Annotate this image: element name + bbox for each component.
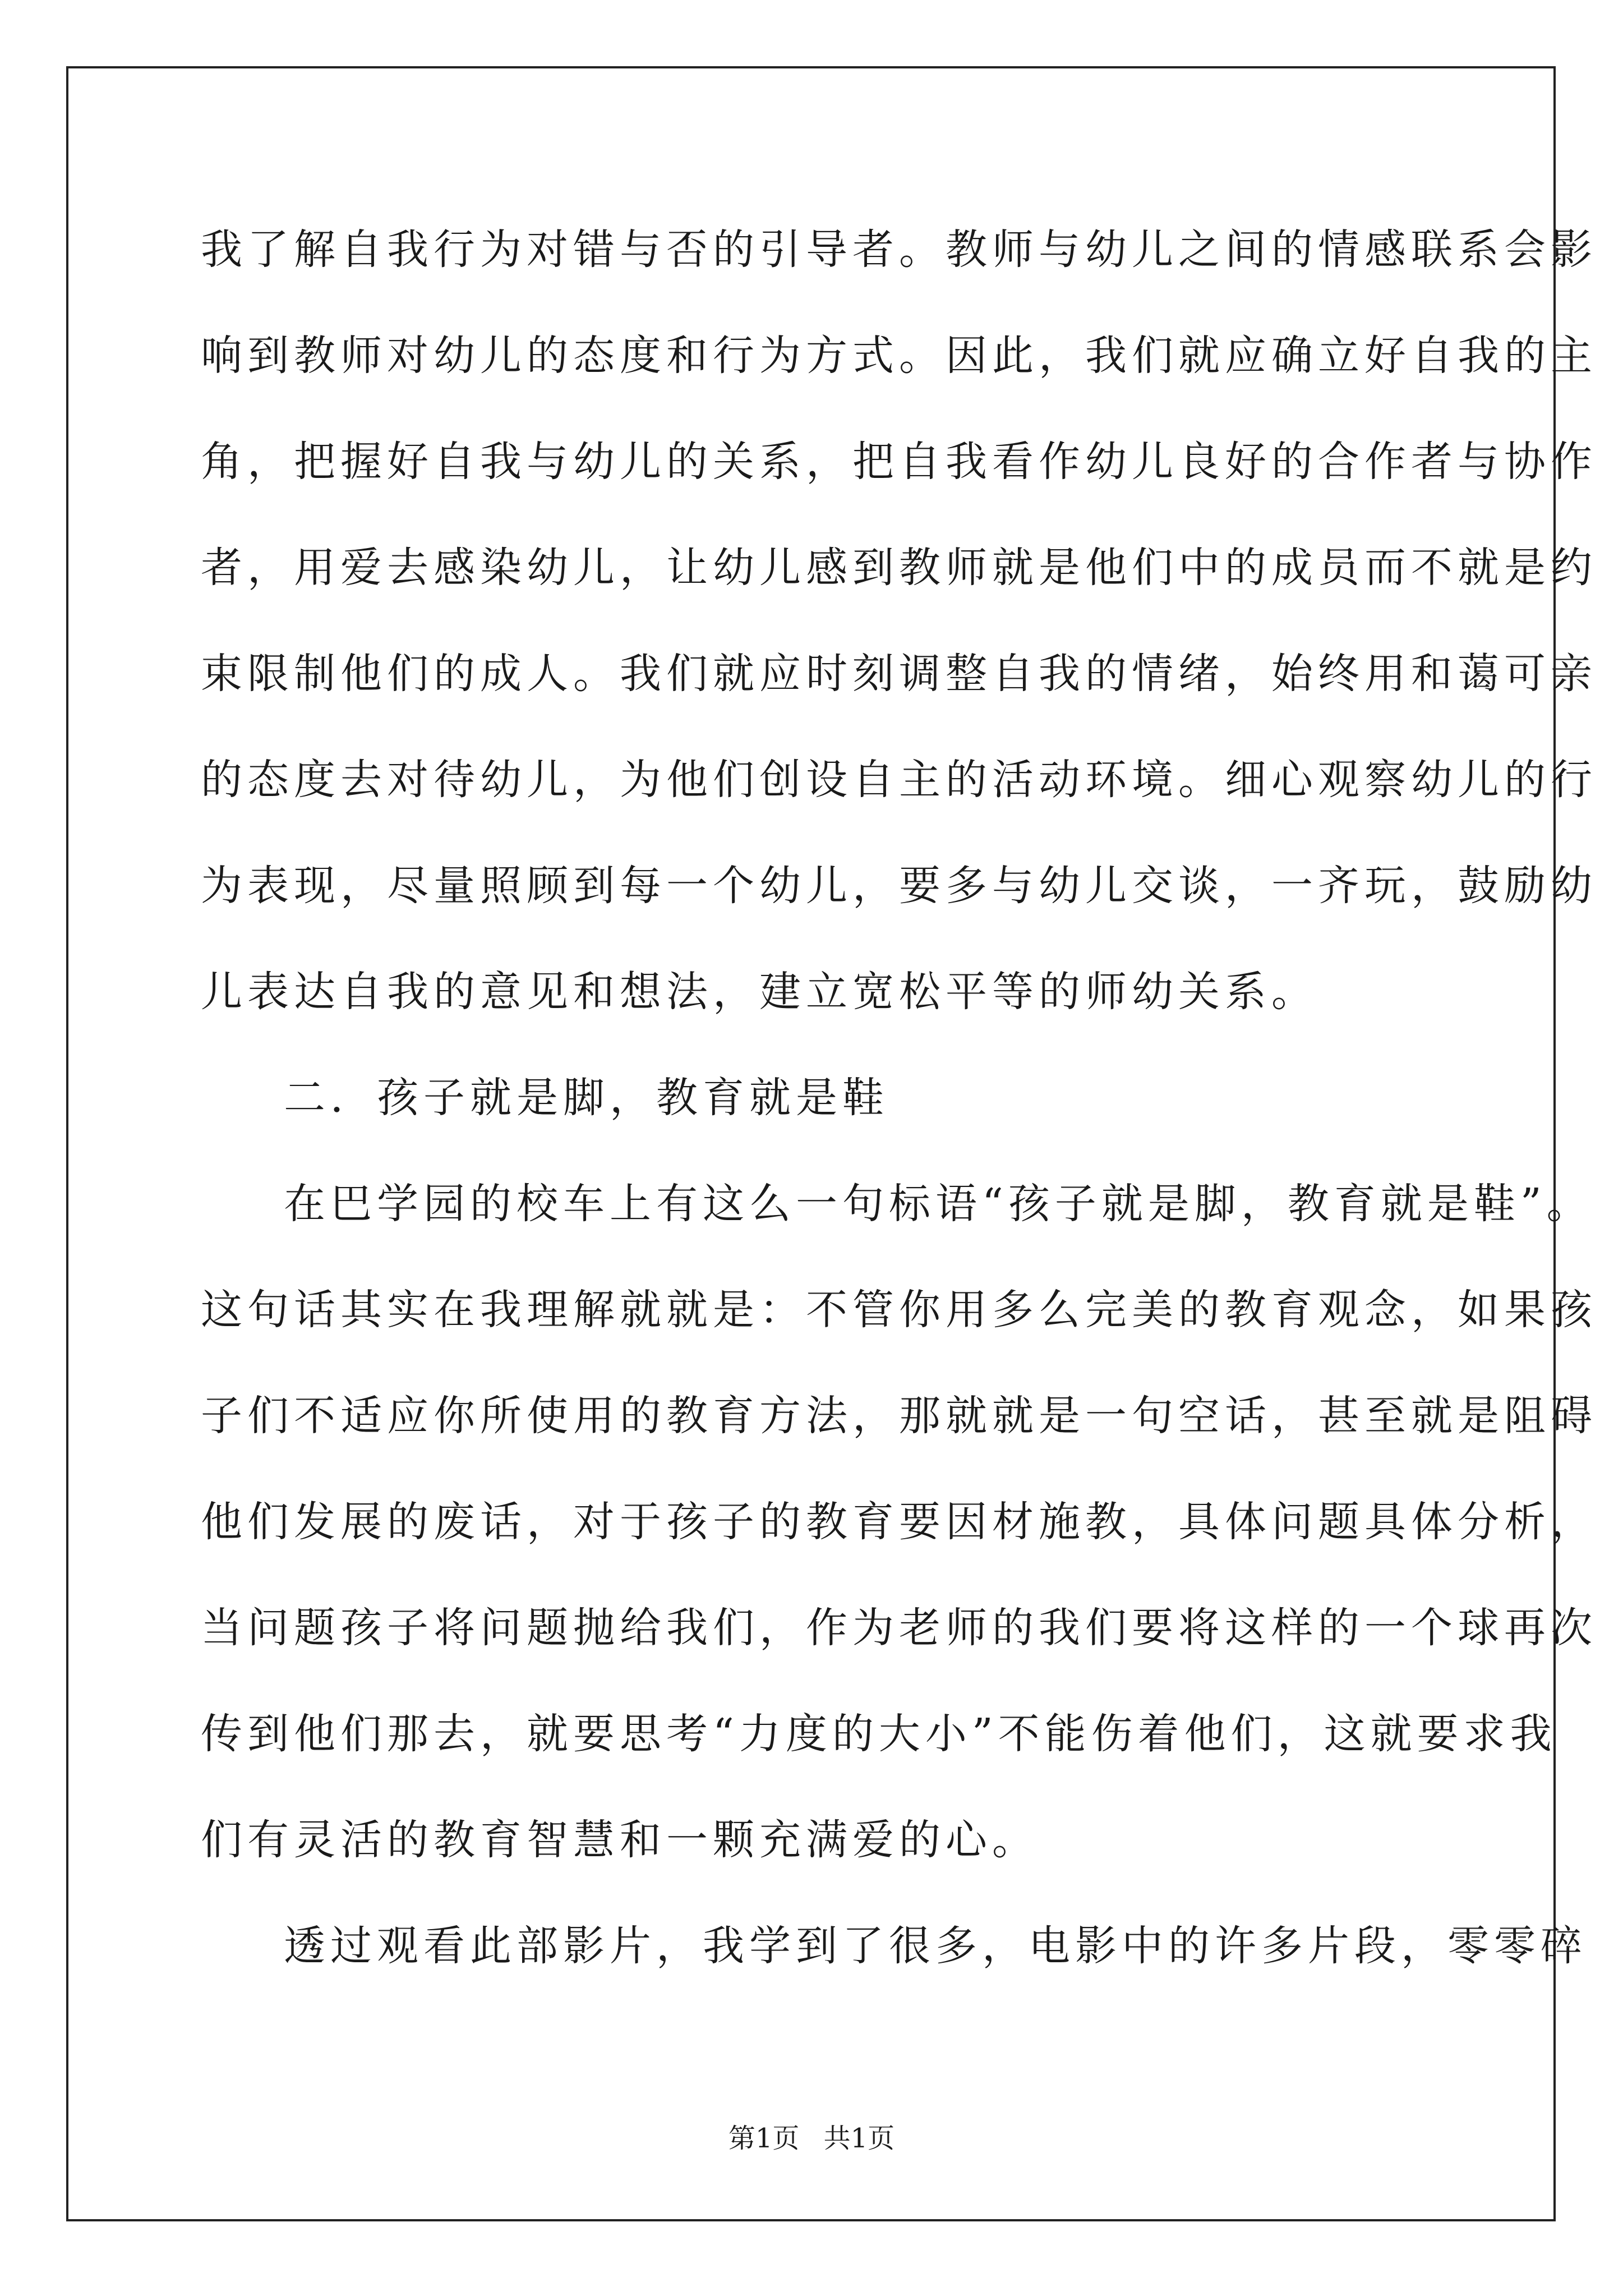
text-line: 束限制他们的成人。我们就应时刻调整自我的情绪，始终用和蔼可亲 — [201, 650, 1597, 698]
text-line: 儿表达自我的意见和想法，建立宽松平等的师幼关系。 — [201, 968, 1318, 1016]
paragraph-start-line: 二．孩子就是脚，教育就是鞋 — [284, 1074, 889, 1122]
text-line: 响到教师对幼儿的态度和行为方式。因此，我们就应确立好自我的主 — [201, 332, 1597, 380]
text-line: 传到他们那去，就要思考“力度的大小”不能伤着他们，这就要求我 — [201, 1710, 1557, 1758]
text-line: 角，把握好自我与幼儿的关系，把自我看作幼儿良好的合作者与协作 — [201, 438, 1597, 486]
text-line: 者，用爱去感染幼儿，让幼儿感到教师就是他们中的成员而不就是约 — [201, 544, 1597, 592]
text-line: 当问题孩子将问题抛给我们，作为老师的我们要将这样的一个球再次 — [201, 1604, 1597, 1652]
page-number: 第1页 — [728, 2123, 800, 2154]
paragraph-start-line: 透过观看此部影片，我学到了很多，电影中的许多片段，零零碎 — [284, 1922, 1587, 1970]
document-body — [201, 208, 1597, 2010]
page-total: 共1页 — [823, 2123, 895, 2154]
text-line: 的态度去对待幼儿，为他们创设自主的活动环境。细心观察幼儿的行 — [201, 756, 1597, 804]
page-footer — [0, 2122, 1623, 2155]
text-line: 这句话其实在我理解就就是：不管你用多么完美的教育观念，如果孩 — [201, 1286, 1597, 1334]
text-line: 子们不适应你所使用的教育方法，那就就是一句空话，甚至就是阻碍 — [201, 1392, 1597, 1440]
text-line: 我了解自我行为对错与否的引导者。教师与幼儿之间的情感联系会影 — [201, 226, 1597, 274]
text-line: 为表现，尽量照顾到每一个幼儿，要多与幼儿交谈，一齐玩，鼓励幼 — [201, 862, 1597, 910]
text-line: 们有灵活的教育智慧和一颗充满爱的心。 — [201, 1816, 1039, 1864]
text-line: 他们发展的废话，对于孩子的教育要因材施教，具体问题具体分析， — [201, 1498, 1597, 1546]
paragraph-start-line: 在巴学园的校车上有这么一句标语“孩子就是脚，教育就是鞋”。 — [284, 1180, 1593, 1228]
